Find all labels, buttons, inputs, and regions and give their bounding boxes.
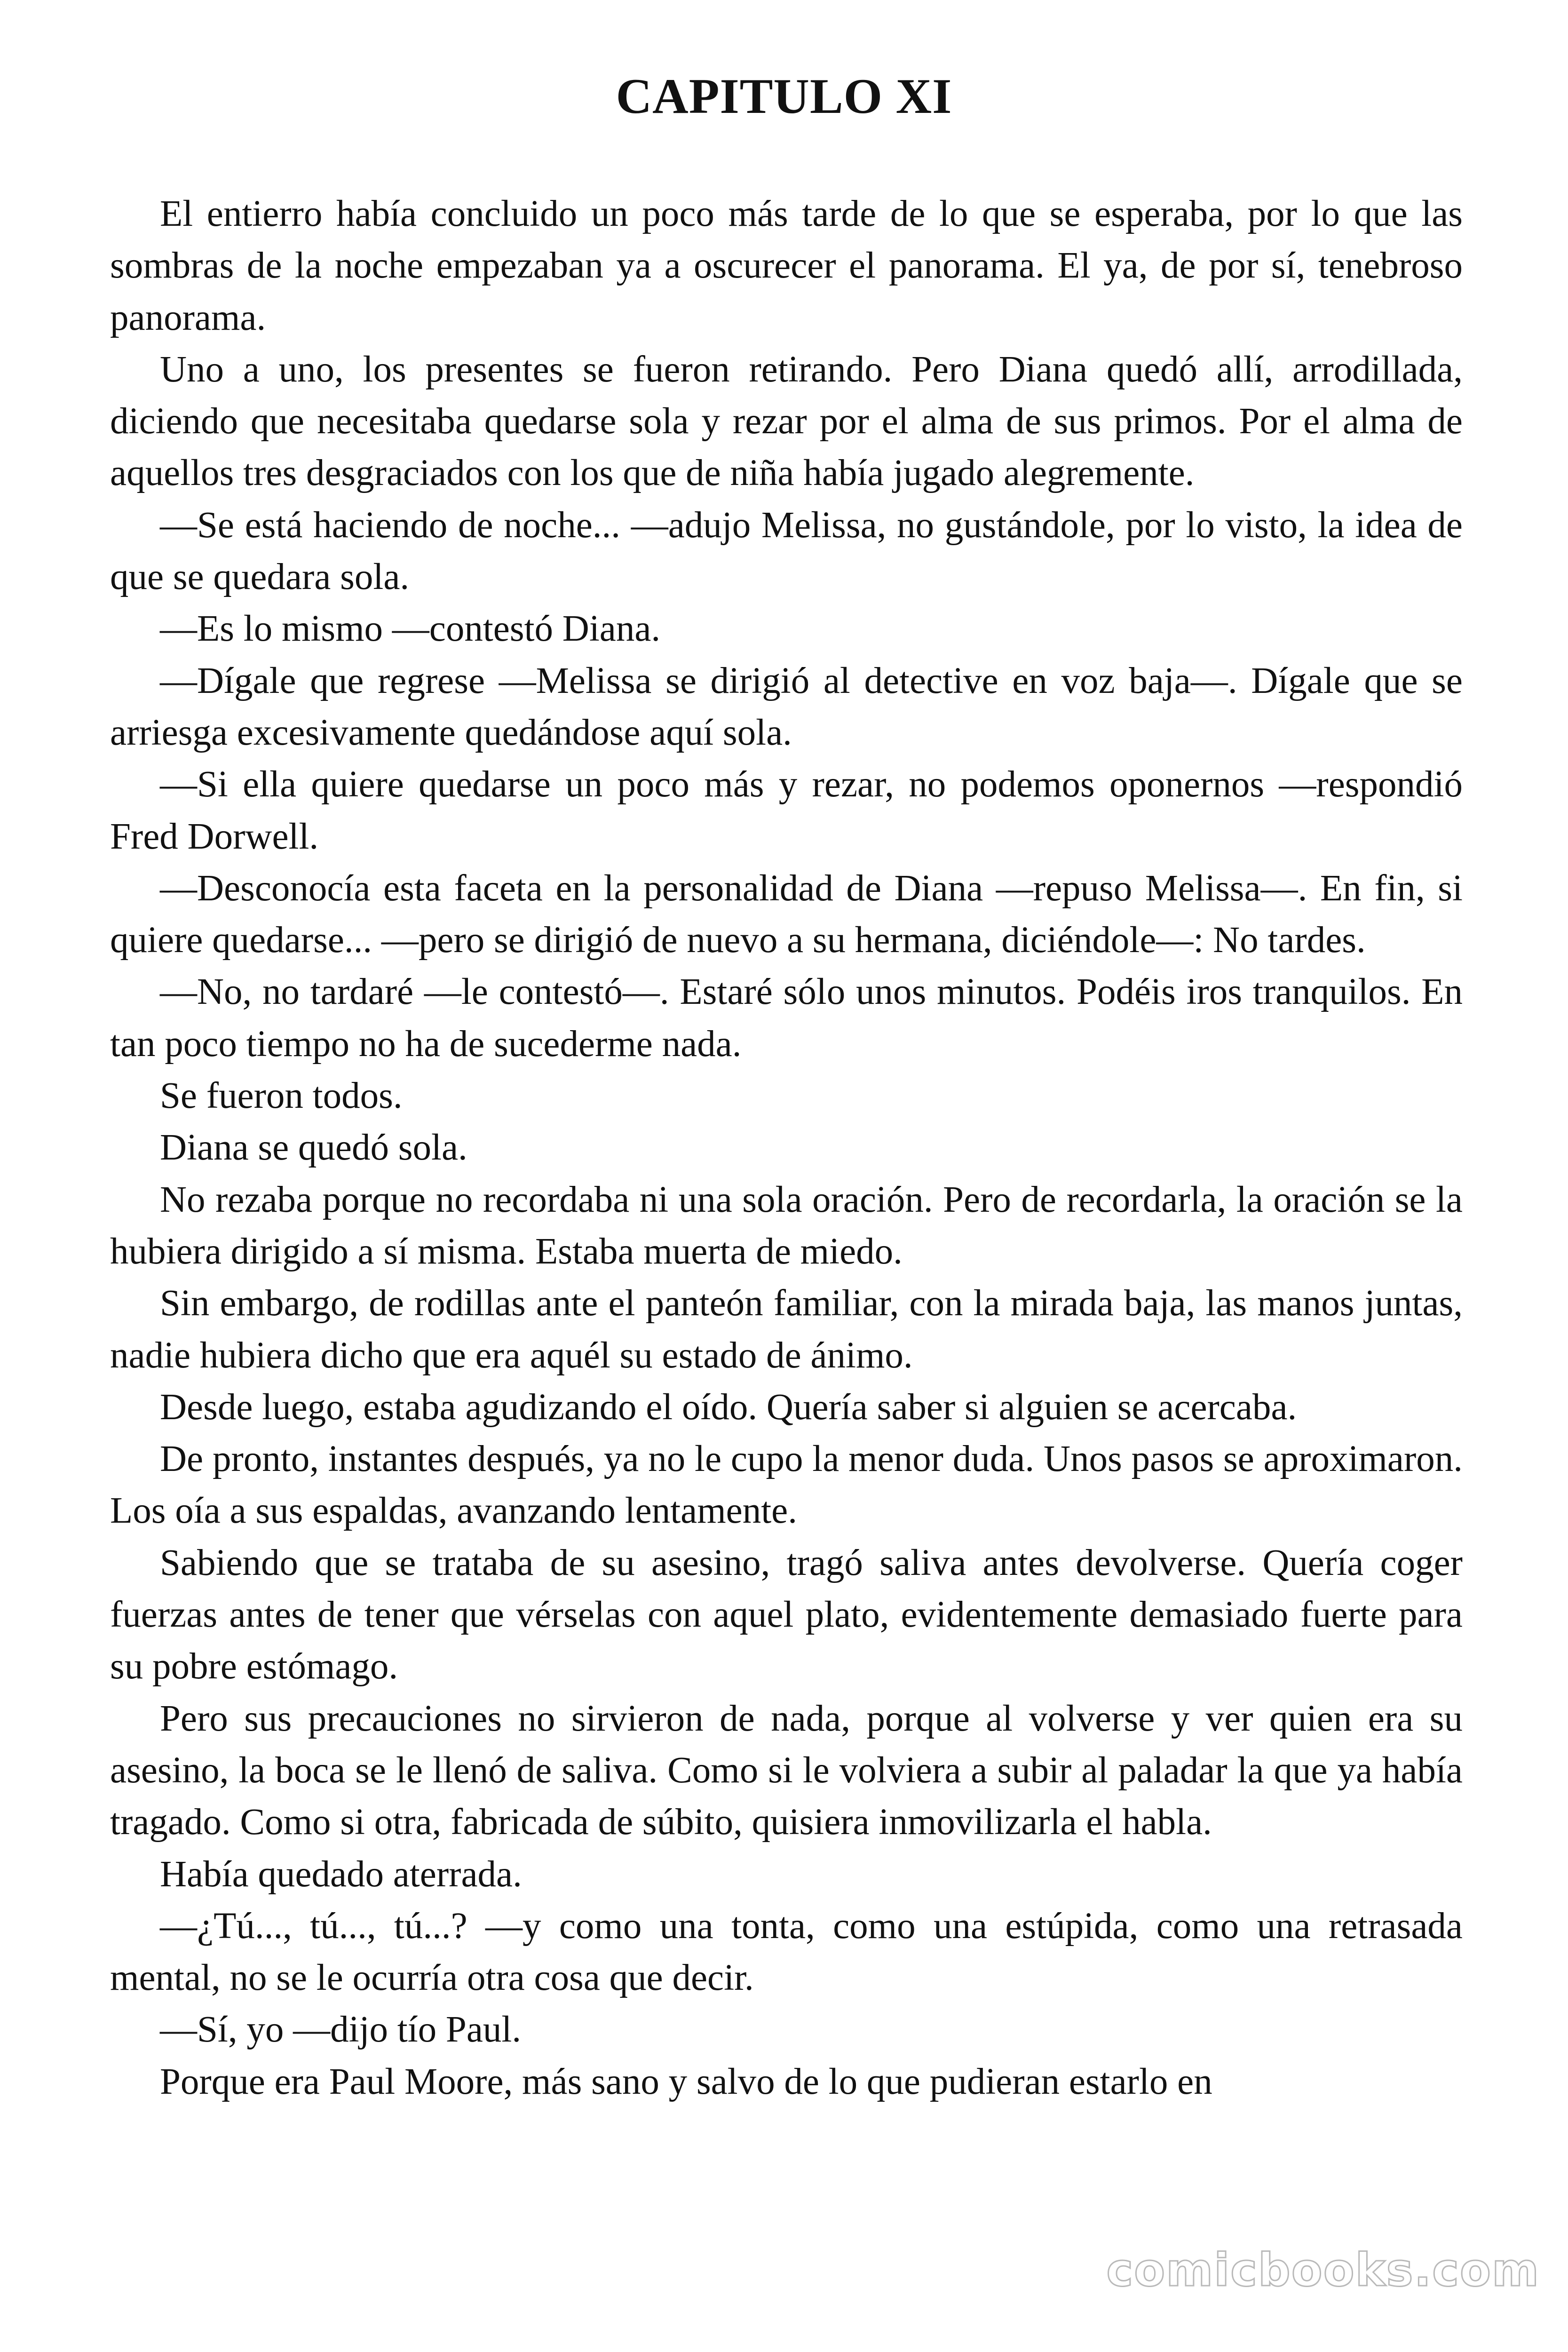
- paragraph: Había quedado aterrada.: [160, 1853, 522, 1895]
- paragraph: Sin embargo, de rodillas ante el panteón familiar, con la mirada baja, las manos juntas, nadie hubiera dicho que era aquél su estado de ánimo.: [110, 1283, 1463, 1376]
- paragraph: —Dígale que regrese —Melissa se dirigió al detective en voz baja—. Dígale que se arriesga excesivamente quedándose aquí sola.: [110, 660, 1463, 753]
- watermark: comicbooks.com: [1106, 2244, 1540, 2296]
- paragraph: Sabiendo que se trataba de su asesino, tragó saliva antes devolverse. Quería coger fuerzas antes de tener que vérselas con aquel plato, evidentemente demasiado fuerte para su pobre estómago.: [110, 1542, 1463, 1687]
- paragraph: Diana se quedó sola.: [160, 1127, 467, 1168]
- chapter-body: [110, 188, 1463, 2108]
- chapter-title: CAPITULO XI: [616, 69, 952, 124]
- paragraph: —Si ella quiere quedarse un poco más y rezar, no podemos oponernos —respondió Fred Dorwell.: [110, 764, 1463, 857]
- paragraph: Uno a uno, los presentes se fueron retirando. Pero Diana quedó allí, arrodillada, diciendo que necesitaba quedarse sola y rezar por el alma de sus primos. Por el alma de aquellos tres desgraciados con los que de niña había jugado alegremente.: [110, 349, 1463, 494]
- paragraph: —¿Tú..., tú..., tú...? —y como una tonta, como una estúpida, como una retrasada mental, no se le ocurría otra cosa que decir.: [110, 1905, 1463, 1999]
- paragraph: Se fueron todos.: [160, 1075, 403, 1117]
- paragraph: De pronto, instantes después, ya no le cupo la menor duda. Unos pasos se aproximaron. Los oía a sus espaldas, avanzando lentamente.: [110, 1438, 1463, 1532]
- paragraph: —Es lo mismo —contestó Diana.: [160, 608, 661, 650]
- paragraph: —Sí, yo —dijo tío Paul.: [160, 2009, 522, 2050]
- paragraph: Porque era Paul Moore, más sano y salvo de lo que pudieran estarlo en: [160, 2061, 1212, 2102]
- paragraph: El entierro había concluido un poco más tarde de lo que se esperaba, por lo que las sombras de la noche empezaban ya a oscurecer el panorama. El ya, de por sí, tenebroso panorama.: [110, 193, 1463, 338]
- paragraph: —Se está haciendo de noche... —adujo Melissa, no gustándole, por lo visto, la idea de que se quedara sola.: [110, 504, 1463, 598]
- paragraph: Pero sus precauciones no sirvieron de nada, porque al volverse y ver quien era su asesino, la boca se le llenó de saliva. Como si le volviera a subir al paladar la que ya había tragado. Como si otra, fabricada de súbito, quisiera inmovilizarla el habla.: [110, 1698, 1463, 1843]
- paragraph: Desde luego, estaba agudizando el oído. Quería saber si alguien se acercaba.: [160, 1386, 1297, 1428]
- paragraph: —Desconocía esta faceta en la personalidad de Diana —repuso Melissa—. En fin, si quiere quedarse... —pero se dirigió de nuevo a su hermana, diciéndole—: No tardes.: [110, 867, 1463, 961]
- paragraph: No rezaba porque no recordaba ni una sola oración. Pero de recordarla, la oración se la hubiera dirigido a sí misma. Estaba muerta de miedo.: [110, 1179, 1463, 1272]
- paragraph: —No, no tardaré —le contestó—. Estaré sólo unos minutos. Podéis iros tranquilos. En tan poco tiempo no ha de sucederme nada.: [110, 971, 1463, 1065]
